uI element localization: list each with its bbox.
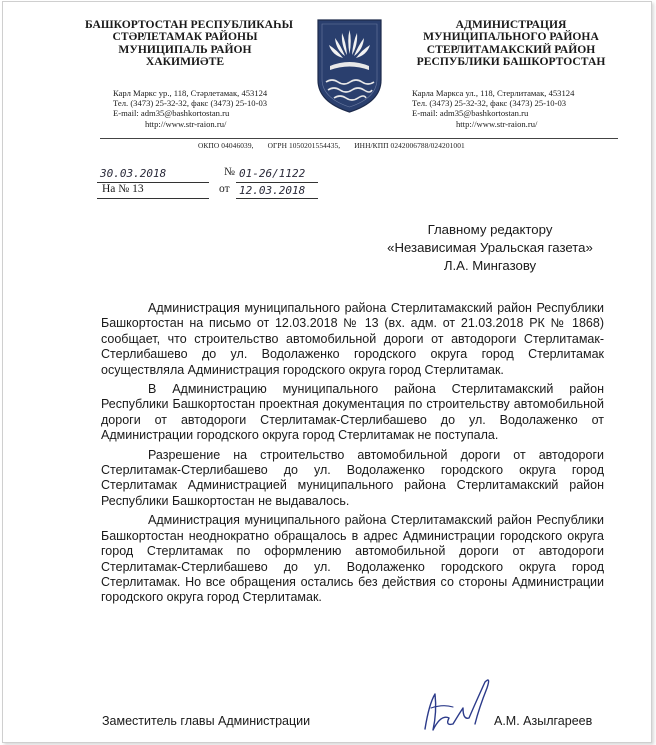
body-paragraph: Администрация муниципального района Стерлитамакский район Республики Башкортостан на письмо от 12.03.2018 № 13 (вх. адм. от 21.03.2018 РК № 1868) сообщает, что строительство автомобильной дороги от автодороги Стерлитамак-Стерлибашево до ул. Водолаженко городского округа город Стерлитамак осуществляла Администрация городского округа город Стерлитамак.	[101, 301, 604, 377]
header-russian	[411, 19, 611, 68]
from-label: от	[219, 183, 230, 195]
incoming-underline	[97, 198, 209, 199]
inn-code: ИНН/КПП 0242006788/024201001	[354, 141, 465, 150]
header-line: БАШКОРТОСТАН РЕСПУБЛИКАҺЫ	[85, 18, 293, 31]
coat-of-arms-emblem	[316, 18, 383, 114]
header-line: МУНИЦИПАЛЬНОГО РАЙОНА	[423, 30, 599, 44]
signatory-title: Заместитель главы Администрации	[102, 714, 311, 728]
body-paragraph: В Администрацию муниципального района Стерлитамакский район Республики Башкортостан проектная документация по строительству автомобильной дороги от автодороги Стерлитамак-Стерлибашево до ул. Водолаженко от Администрации городского округа город Стерлитамак не поступала.	[101, 382, 604, 443]
address-line: E-mail: adm35@bashkortostan.ru	[412, 108, 529, 119]
recipient-block	[375, 221, 605, 275]
header-line: СТӘРЛЕТАМАК РАЙОНЫ	[112, 30, 258, 44]
address-line: Тел. (3473) 25-32-32, факс (3473) 25-10-03	[412, 98, 567, 109]
incoming-date: 12.03.2018	[239, 184, 306, 197]
incoming-date-underline	[236, 198, 318, 199]
handwritten-signature	[419, 674, 497, 736]
recipient-line: «Независимая Уральская газета»	[387, 240, 593, 255]
address-russian	[412, 88, 574, 129]
number-underline	[236, 182, 318, 183]
header-divider	[100, 138, 618, 139]
header-line: РЕСПУБЛИКИ БАШКОРТОСТАН	[416, 54, 606, 68]
header-line: ХАКИМИӘТЕ	[145, 54, 225, 68]
address-line: Тел. (3473) 25-32-32, факс (3473) 25-10-03	[113, 98, 268, 109]
ogrn-code: ОГРН 1050201554435,	[267, 141, 341, 150]
address-bashkir	[113, 88, 267, 129]
header-line: АДМИНИСТРАЦИЯ	[455, 18, 567, 31]
header-line: МУНИЦИПАЛЬ РАЙОН	[118, 42, 252, 56]
incoming-number-label: На № 13	[102, 183, 144, 195]
recipient-line: Главному редактору	[427, 222, 553, 237]
recipient-line: Л.А. Мингазову	[443, 258, 537, 273]
address-line: http://www.str-raion.ru/	[456, 118, 538, 129]
address-line: http://www.str-raion.ru/	[145, 118, 227, 129]
letter-page	[2, 1, 652, 743]
signatory-name: А.М. Азылгареев	[494, 714, 593, 728]
okpo-code: ОКПО 04046039,	[198, 141, 254, 150]
address-line: E-mail: adm35@bashkortostan.ru	[113, 108, 230, 119]
header-line: СТЕРЛИТАМАКСКИЙ РАЙОН	[426, 42, 596, 56]
body-paragraph: Администрация муниципального района Стерлитамакский район Республики Башкортостан неоднократно обращалось в адрес Администрации городского округа город Стерлитамак по оформлению автомобильной дороги от автодороги Стерлитамак-Стерлибашево до ул. Водолаженко городского округа город Стерлитамак. Но все обращения остались без действия со стороны Администрации городского округа город Стерлитамак.	[101, 513, 604, 605]
address-line: Карла Маркса ул., 118, Стерлитамак, 453124	[412, 88, 575, 98]
number-label: №	[224, 166, 235, 178]
body-paragraph: Разрешение на строительство автомобильной дороги от автодороги Стерлитамак-Стерлибашево до ул. Водолаженко городского округа город Стерлитамак Администрацией муниципального района Стерлитамакский район Республики Башкортостан не выдавалось.	[101, 447, 604, 508]
letter-body	[101, 301, 604, 610]
outgoing-number: 01-26/1122	[239, 167, 306, 180]
outgoing-date: 30.03.2018	[100, 167, 167, 180]
header-bashkir	[85, 18, 293, 68]
address-line: Карл Маркс ур., 118, Стәрлетамак, 453124	[113, 88, 268, 98]
registration-codes	[198, 141, 477, 150]
